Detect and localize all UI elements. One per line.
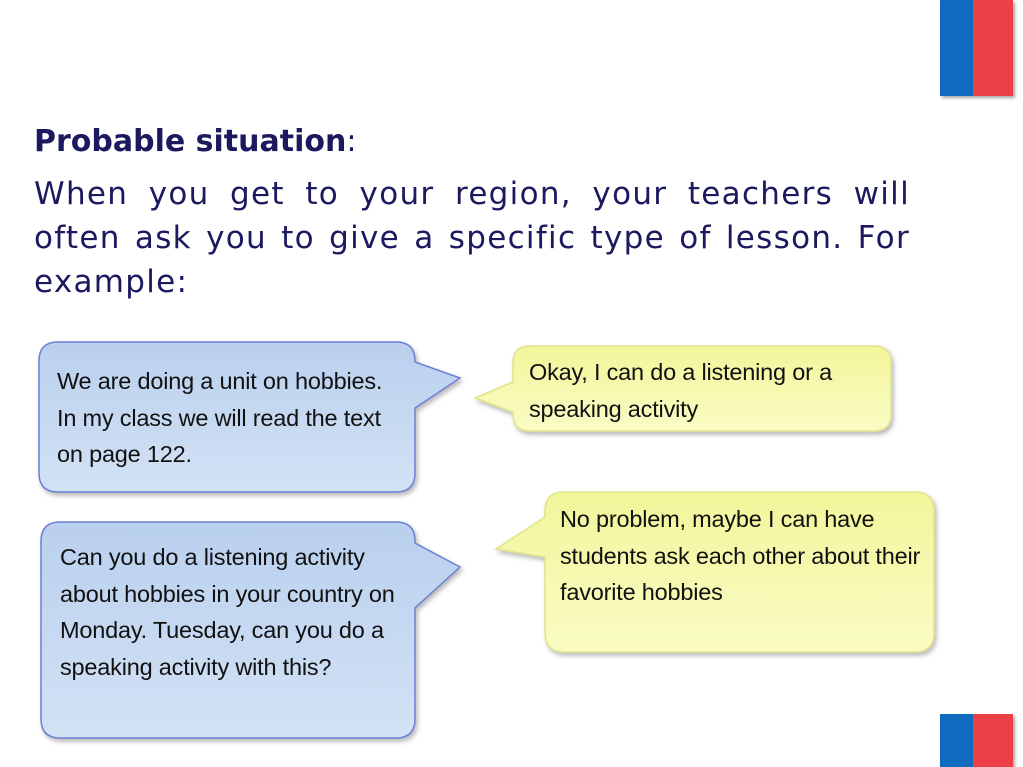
teacher-bubble-2-text: Can you do a listening activity about hobbies in your country on Monday. Tuesday, can you do a speaking activity with this? <box>60 544 395 680</box>
assistant-bubble-2-text: No problem, maybe I can have students ask each other about their favorite hobbies <box>560 506 921 605</box>
flag-blue-stripe <box>940 714 973 767</box>
heading-bold: Probable situation <box>34 124 347 159</box>
flag-logo-bottom <box>940 714 1013 767</box>
teacher-bubble-1-text: We are doing a unit on hobbies. In my class we will read the text on page 122. <box>57 368 383 467</box>
assistant-bubble-1-text: Okay, I can do a listening or a speaking activity <box>529 359 832 422</box>
intro-paragraph: When you get to your region, your teachers will often ask you to give a specific type of lesson. For example: <box>34 176 910 300</box>
heading-colon: : <box>346 124 357 159</box>
flag-red-stripe <box>973 714 1013 767</box>
